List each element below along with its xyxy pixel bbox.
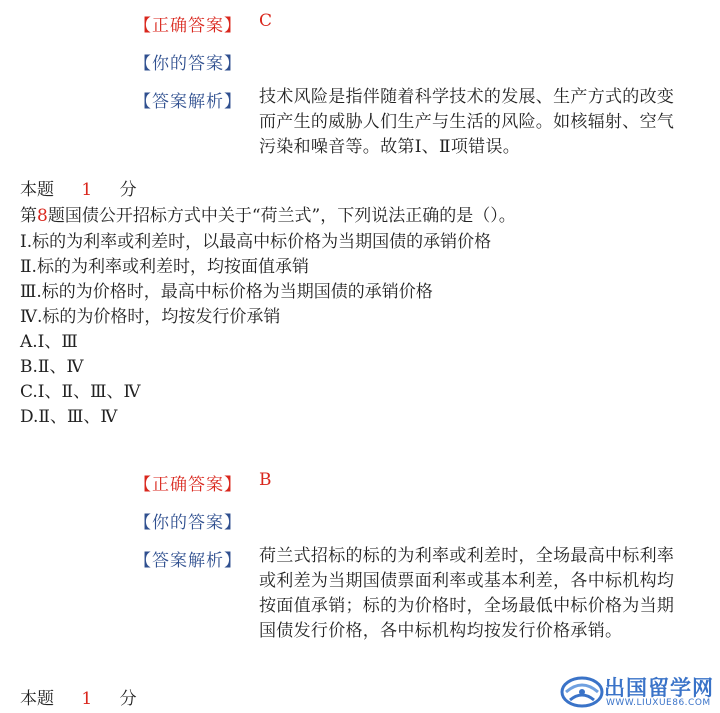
correct-answer-value: C <box>259 11 274 31</box>
option-a: A.Ⅰ、Ⅲ <box>20 332 78 352</box>
watermark-name: 出国留学网 <box>604 676 714 700</box>
question-number: 8 <box>37 206 48 226</box>
statement-item: Ⅱ.标的为利率或利差时，均按面值承销 <box>20 257 309 277</box>
question-number-prefix: 第 <box>20 206 37 226</box>
watermark-logo <box>560 668 720 713</box>
question-stem <box>20 204 516 229</box>
statement-item: Ⅲ.标的为价格时，最高中标价格为当期国债的承销价格 <box>20 282 433 302</box>
question-text: 题国债公开招标方式中关于“荷兰式”，下列说法正确的是（）。 <box>47 206 516 226</box>
watermark-url: WWW.LIUXUE86.COM <box>606 698 711 708</box>
statement-item: Ⅰ.标的为利率或利差时，以最高中标价格为当期国债的承销价格 <box>20 232 492 252</box>
analysis-label: 【答案解析】 <box>134 551 242 571</box>
score-prefix: 本题 <box>20 180 54 200</box>
correct-answer-value: B <box>259 470 273 490</box>
analysis-text: 荷兰式招标的标的为利率或利差时，全场最高中标利率或利差为当期国债票面利率或基本利差，各中标机构均按面值承销；标的为价格时，全场最低中标价格为当期国债发行价格，各中标机构均按发行价格承销。 <box>259 546 675 641</box>
your-answer-label: 【你的答案】 <box>134 513 242 533</box>
option-d: D.Ⅱ、Ⅲ、Ⅳ <box>20 407 118 427</box>
score-value: 1 <box>81 689 93 709</box>
score-line <box>20 175 137 200</box>
statement-item: Ⅳ.标的为价格时，均按发行价承销 <box>20 307 281 327</box>
analysis-label: 【答案解析】 <box>134 92 242 112</box>
score-suffix: 分 <box>119 180 137 200</box>
score-suffix: 分 <box>119 689 137 709</box>
globe-icon <box>560 670 604 710</box>
correct-answer-label: 【正确答案】 <box>134 475 242 495</box>
correct-answer-label: 【正确答案】 <box>134 16 242 36</box>
option-c: C.Ⅰ、Ⅱ、Ⅲ、Ⅳ <box>20 382 141 402</box>
option-b: B.Ⅱ、Ⅳ <box>20 357 84 377</box>
score-value: 1 <box>81 180 93 200</box>
your-answer-label: 【你的答案】 <box>134 54 242 74</box>
analysis-text: 技术风险是指伴随着科学技术的发展、生产方式的改变而产生的威胁人们生产与生活的风险。如核辐射、空气污染和噪音等。故第Ⅰ、Ⅱ项错误。 <box>259 87 675 157</box>
score-line <box>20 684 137 709</box>
score-prefix: 本题 <box>20 689 54 709</box>
